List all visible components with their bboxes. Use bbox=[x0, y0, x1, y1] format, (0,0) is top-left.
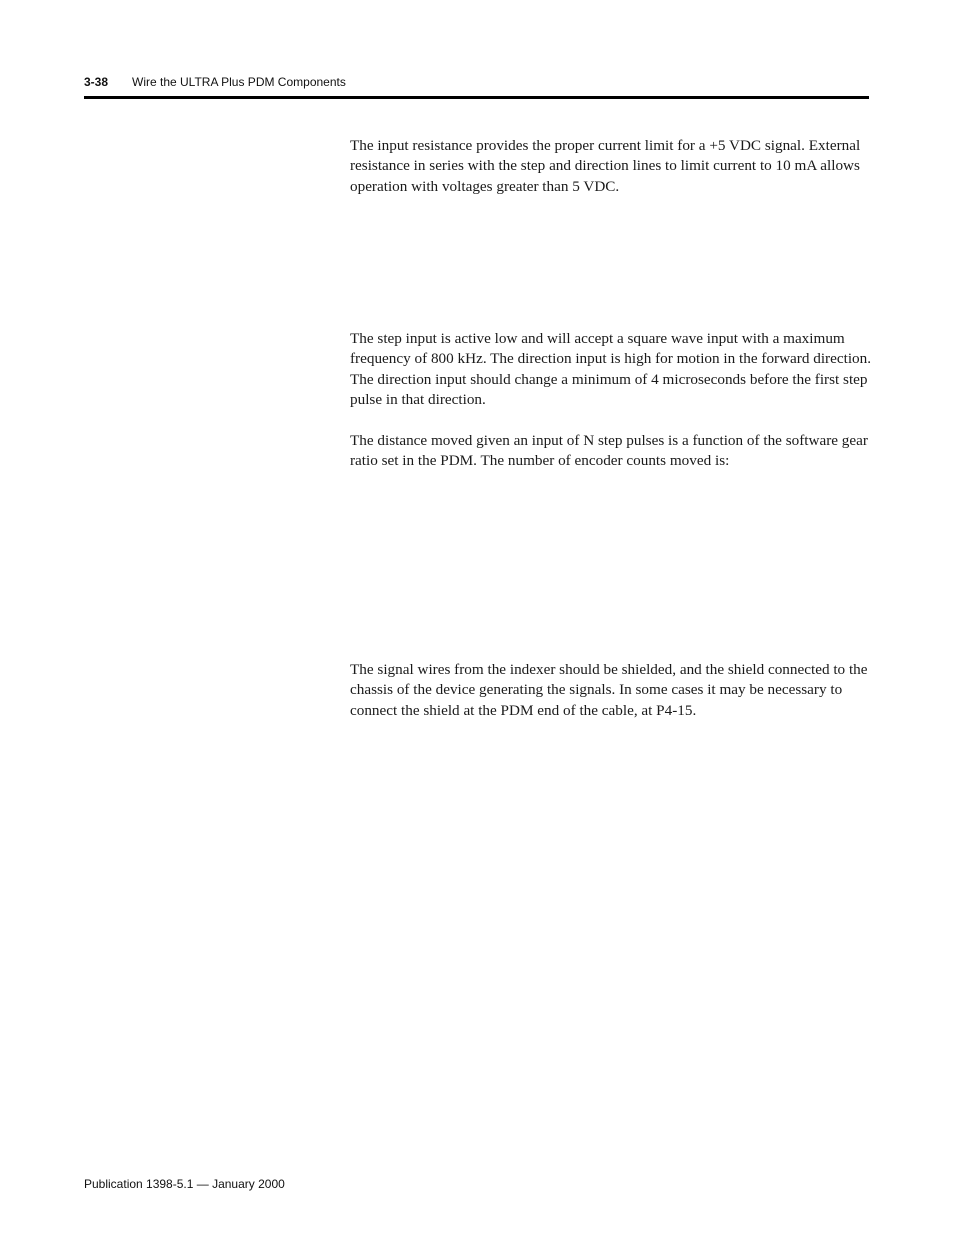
paragraph-step-input: The step input is active low and will accept a square wave input with a maximum frequency of 800 kHz. The direction input is high for motion in the forward direction. The direction input should change a minimum of 4 microseconds before the first step pulse in that direction. bbox=[350, 330, 872, 408]
paragraph-signal-wires: The signal wires from the indexer should be shielded, and the shield connected to the chassis of the device generating the signals. In some cases it may be necessary to connect the shield at the PDM end of the cable, at P4-15. bbox=[350, 661, 868, 719]
paragraph-distance-moved: The distance moved given an input of N step pulses is a function of the software gear ratio set in the PDM. The number of encoder counts moved is: bbox=[350, 432, 868, 470]
publication-footer: Publication 1398-5.1 — January 2000 bbox=[84, 1177, 285, 1191]
paragraph-input-resistance: The input resistance provides the proper current limit for a +5 VDC signal. External resistance in series with the step and direction lines to limit current to 10 mA allows operation with voltages greater than 5 VDC. bbox=[350, 137, 861, 195]
page-number: 3-38 bbox=[84, 75, 109, 89]
page-header bbox=[84, 73, 869, 91]
section-title: Wire the ULTRA Plus PDM Components bbox=[132, 75, 346, 89]
header-divider bbox=[84, 96, 869, 99]
